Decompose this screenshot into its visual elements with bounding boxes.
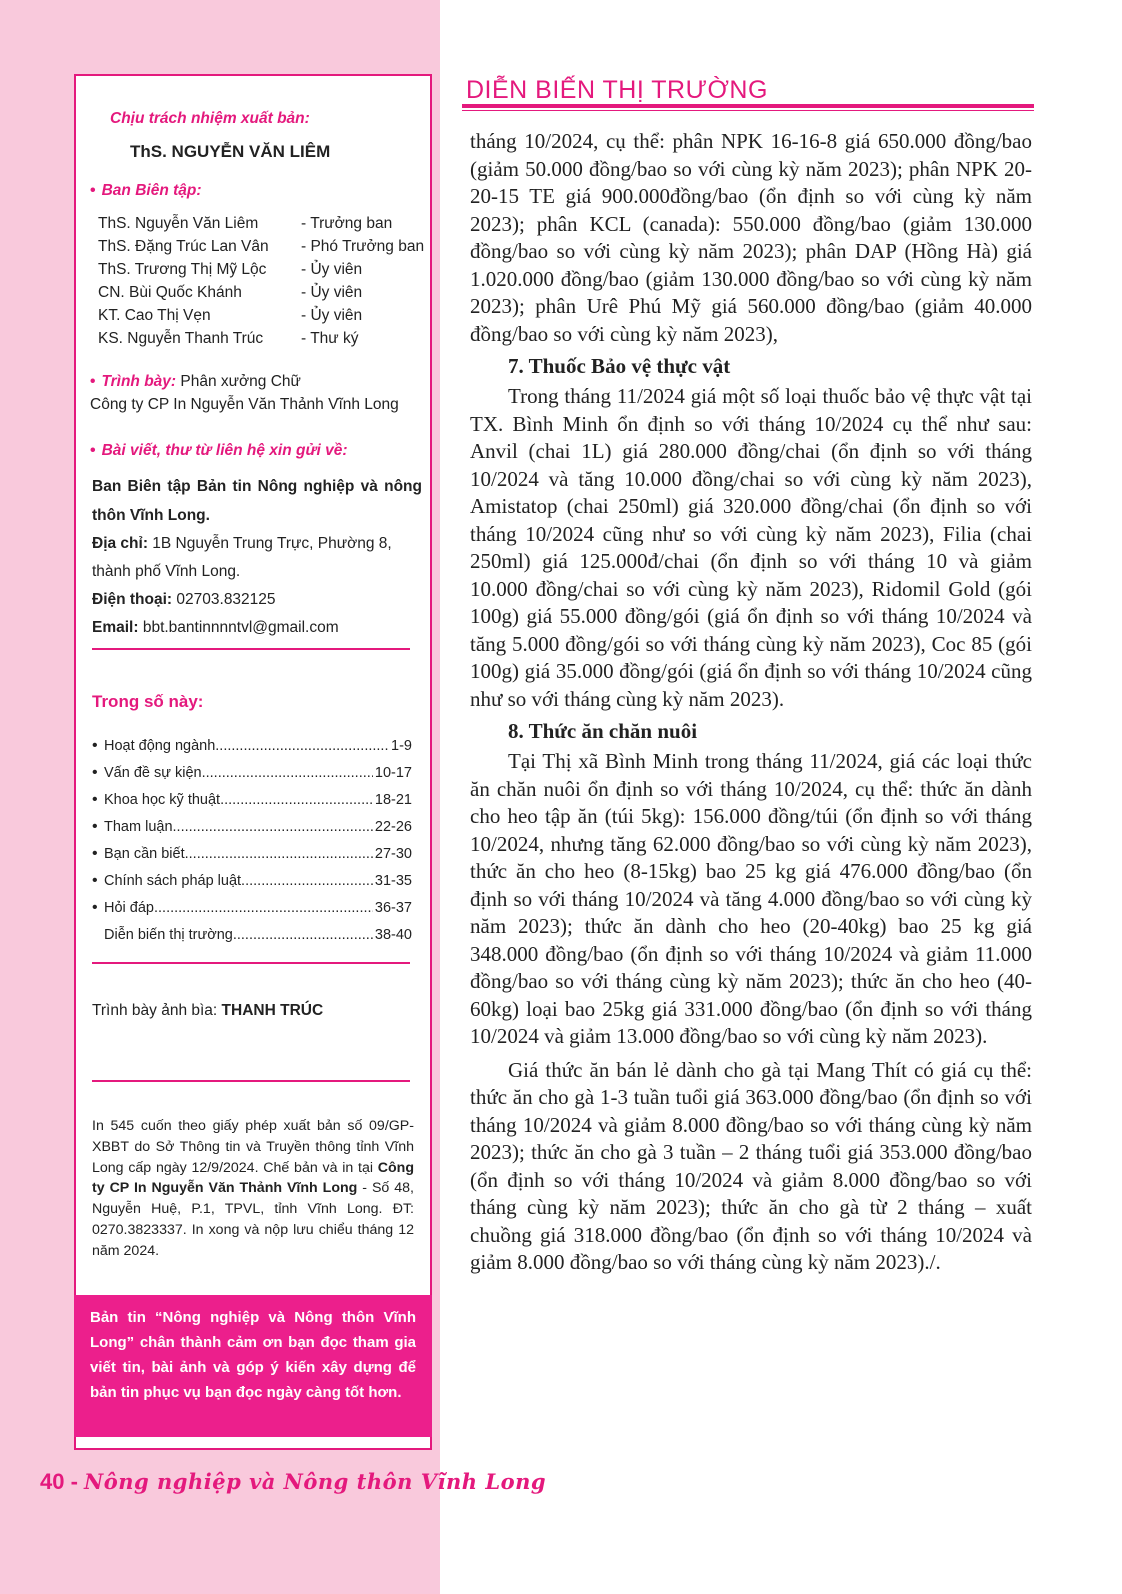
title-rule [462,104,1034,108]
address-label: Địa chỉ: [92,535,148,552]
toc-item[interactable] [92,759,412,786]
toc-pages: 1-9 [391,737,412,754]
toc-pages: 36-37 [374,899,412,916]
toc-title: Trong số này: [92,692,204,711]
print-text: - Số 48, Nguyễn Huệ, P.1, TPVL, tỉnh Vĩnh Long. ĐT: 0270.3823337. In xong và nộp lưu chiểu tháng 12 năm 2024. [92,1180,414,1259]
toc-label: Hoạt động ngành [104,737,216,754]
board-label: Ban Biên tập: [101,182,202,199]
cover-credit [92,1002,323,1020]
toc-label: Bạn cần biết [104,845,185,862]
dot-leader [202,765,373,781]
member-name: CN. Bùi Quốc Khánh [98,283,242,301]
toc-label: Vấn đề sự kiện [104,764,202,781]
toc-pages: 18-21 [374,791,412,808]
section-title: DIỄN BIẾN THỊ TRƯỜNG [466,76,768,104]
cover-credit-label: Trình bày ảnh bìa: [92,1002,218,1019]
member-role: - Ủy viên [301,306,363,324]
member-role: - Ủy viên [301,260,363,278]
toc-label: Chính sách pháp luật [104,872,242,889]
thanks-box: Bản tin “Nông nghiệp và Nông thôn Vĩnh Long” chân thành cảm ơn bạn đọc tham gia viết tin, bài ảnh và góp ý kiến xây dựng để bản tin phục vụ bạn đọc ngày càng tốt hơn. [74,1295,432,1437]
toc-pages: 27-30 [374,845,412,862]
address-value: 1B Nguyễn Trung Trực, Phường 8, thành phố Vĩnh Long. [92,535,392,580]
publisher-name: ThS. NGUYỄN VĂN LIÊM [130,142,331,161]
layout-label: Trình bày: [101,373,177,390]
page-footer [40,1469,546,1495]
subheading: 8. Thức ăn chăn nuôi [508,719,698,743]
bullet-icon: • [92,817,98,835]
paragraph: tháng 10/2024, cụ thể: phân NPK 16-16-8 giá 650.000 đồng/bao (giảm 50.000 đồng/bao so với cùng kỳ năm 2023); phân NPK 20-20-15 TE giá 900.000đồng/bao (ổn định so với cùng kỳ năm 2023); phân KCL (canada): 550.000 đồng/bao (giảm 130.000 đồng/bao so với cùng kỳ năm 2023); phân DAP (Hồng Hà) giá 1.020.000 đồng/bao (giảm 130.000 đồng/bao so với cùng kỳ năm 2023); phân Urê Phú Mỹ giá 560.000 đồng/bao (giảm 40.000 đồng/bao so với cùng kỳ năm 2023), [470,129,1032,346]
divider [92,962,410,964]
divider [92,648,410,650]
phone-value: 02703.832125 [176,591,276,608]
email-label: Email: [92,619,139,636]
member-name: ThS. Nguyễn Văn Liêm [98,214,259,232]
contact-label: Bài viết, thư từ liên hệ xin gửi về: [101,442,348,459]
toc-pages: 38-40 [374,926,412,943]
bullet-icon: • [92,763,98,781]
toc-item[interactable] [92,867,412,894]
toc-pages: 10-17 [374,764,412,781]
toc-item[interactable] [92,840,412,867]
dot-leader [233,927,373,943]
paragraph: Giá thức ăn bán lẻ dành cho gà tại Mang Thít có giá cụ thể: thức ăn cho gà 1-3 tuần tuổi giá 363.000 đồng/bao (ổn định so với tháng 10/2024 và giảm 8.000 đồng/bao so với tháng cùng kỳ năm 2023); thức ăn cho gà 3 tuần – 2 tháng tuổi giá 353.000 đồng/bao (ổn định so với tháng 10/2024 và giảm 8.000 đồng/bao so với tháng cùng kỳ năm 2023); thức ăn cho gà từ 2 tháng – xuất chuồng giá 318.000 đồng/bao (ổn định so với tháng 10/2024 và giảm 8.000 đồng/bao so với tháng cùng kỳ năm 2023)./. [470,1057,1032,1274]
print-info [92,1116,414,1262]
masthead-box [74,74,432,1450]
member-name: ThS. Đặng Trúc Lan Vân [98,237,269,255]
member-role: - Phó Trưởng ban [301,237,425,255]
page-number: 40 - [40,1469,78,1494]
dot-leader [173,819,373,835]
print-text: In 545 cuốn theo giấy phép xuất bản số 09/GP-XBBT do Sở Thông tin và Truyền thông tỉnh Vĩnh Long cấp ngày 12/9/2024. Chế bản và in tại [92,1118,414,1176]
toc-pages: 22-26 [374,818,412,835]
bullet-icon: • [90,442,96,459]
toc-pages: 31-35 [374,872,412,889]
title-rule [462,110,1034,111]
dot-leader [220,792,373,808]
bullet-icon: • [92,790,98,808]
toc-label: Hỏi đáp [104,899,154,916]
member-name: ThS. Trương Thị Mỹ Lộc [98,260,267,278]
member-role: - Thư ký [301,329,359,347]
print-company: Công ty CP In Nguyễn Văn Thảnh Vĩnh Long [92,1159,414,1197]
cover-credit-name: THANH TRÚC [221,1002,324,1019]
board-member [98,212,424,235]
bullet-icon: • [90,373,96,390]
publisher-label: Chịu trách nhiệm xuất bản: [110,110,310,127]
bullet-icon: • [92,736,98,754]
contact-heading [90,442,348,460]
toc-item[interactable] [92,786,412,813]
member-name: KT. Cao Thị Vẹn [98,306,211,324]
layout-value: Phân xưởng Chữ [180,373,301,390]
contact-block [92,472,422,642]
board-member [98,281,424,304]
phone-label: Điện thoại: [92,591,173,608]
member-role: - Trưởng ban [301,214,393,232]
toc-list [92,732,412,948]
toc-item[interactable] [92,921,412,948]
paragraph: Tại Thị xã Bình Minh trong tháng 11/2024, giá các loại thức ăn chăn nuôi ổn định so với tháng 10/2024, cụ thể: thức ăn dành cho heo tập ăn (túi 5kg): 156.000 đồng/túi (ổn định so với tháng 10/2024, nhưng tăng 62.000 đồng/bao so với cùng kỳ năm 2023), thức ăn cho heo (8-15kg) bao 25 kg giá 476.000 đồng/bao (ổn định so với tháng 10/2024 và tăng 4.000 đồng/bao so với cùng kỳ năm 2023); thức ăn dành cho heo (20-40kg) bao 25 kg giá 348.000 đồng/bao (ổn định so với tháng 10/2024 và giảm 11.000 đồng/bao so với tháng cùng kỳ năm 2023); thức ăn cho heo (40-60kg) loại bao 25kg giá 331.000 đồng/bao (ổn định so với tháng 10/2024 và giảm 13.000 đồng/bao so với cùng kỳ năm 2023). [470,749,1032,1048]
bullet-icon: • [92,898,98,916]
toc-label: Khoa học kỹ thuật [104,791,221,808]
toc-item[interactable] [92,732,412,759]
dot-leader [241,873,373,889]
board-member [98,235,424,258]
member-name: KS. Nguyễn Thanh Trúc [98,329,264,347]
dot-leader [154,900,373,916]
board-member [98,304,424,327]
bullet-icon: • [92,871,98,889]
subheading: 7. Thuốc Bảo vệ thực vật [508,354,731,378]
layout-company: Công ty CP In Nguyễn Văn Thảnh Vĩnh Long [90,396,399,413]
divider [92,1080,410,1082]
toc-item[interactable] [92,813,412,840]
bullet-icon: • [92,844,98,862]
member-role: - Ủy viên [301,283,363,301]
contact-org: Ban Biên tập Bản tin Nông nghiệp và nông thôn Vĩnh Long. [92,478,422,524]
board-member [98,327,424,350]
toc-item[interactable] [92,894,412,921]
toc-label: Diễn biến thị trường [104,926,233,943]
toc-label: Tham luận [104,818,173,835]
bullet-icon: • [90,182,96,199]
email-link[interactable]: bbt.bantinnnntvl@gmail.com [142,619,339,636]
paragraph: Trong tháng 11/2024 giá một số loại thuốc bảo vệ thực vật tại TX. Bình Minh ổn định so với tháng 10/2024 cụ thể như sau: Anvil (chai 1L) giá 280.000 đồng/chai (ổn định so với tháng 10/2024 và tăng 10.000 đồng/chai so với cùng kỳ năm 2023), Amistatop (chai 250ml) giá 320.000 đồng/chai (ổn định so với tháng 10/2024 cũng như so với cùng kỳ năm 2023), Filia (chai 250ml) giá 125.000đ/chai (ổn định so với tháng 10 và giảm 10.000 đồng/chai so với cùng kỳ năm 2023), Ridomil Gold (gói 100g) giá 55.000 đồng/gói (giá ổn định so với tháng 10/2024 và tăng 5.000 đồng/gói so với tháng cùng kỳ năm 2023), Coc 85 (gói 100g) giá 35.000 đồng/gói (giá ổn định so với tháng 10/2024 cũng như so với tháng cùng kỳ năm 2023). [470,384,1032,711]
magazine-name: Nông nghiệp và Nông thôn Vĩnh Long [84,1469,547,1494]
dot-leader [215,738,389,754]
board-member [98,258,424,281]
board-heading [90,182,202,200]
board-list [98,212,424,350]
dot-leader [185,846,373,862]
article-body [470,128,1032,1277]
layout-credit [90,370,399,416]
